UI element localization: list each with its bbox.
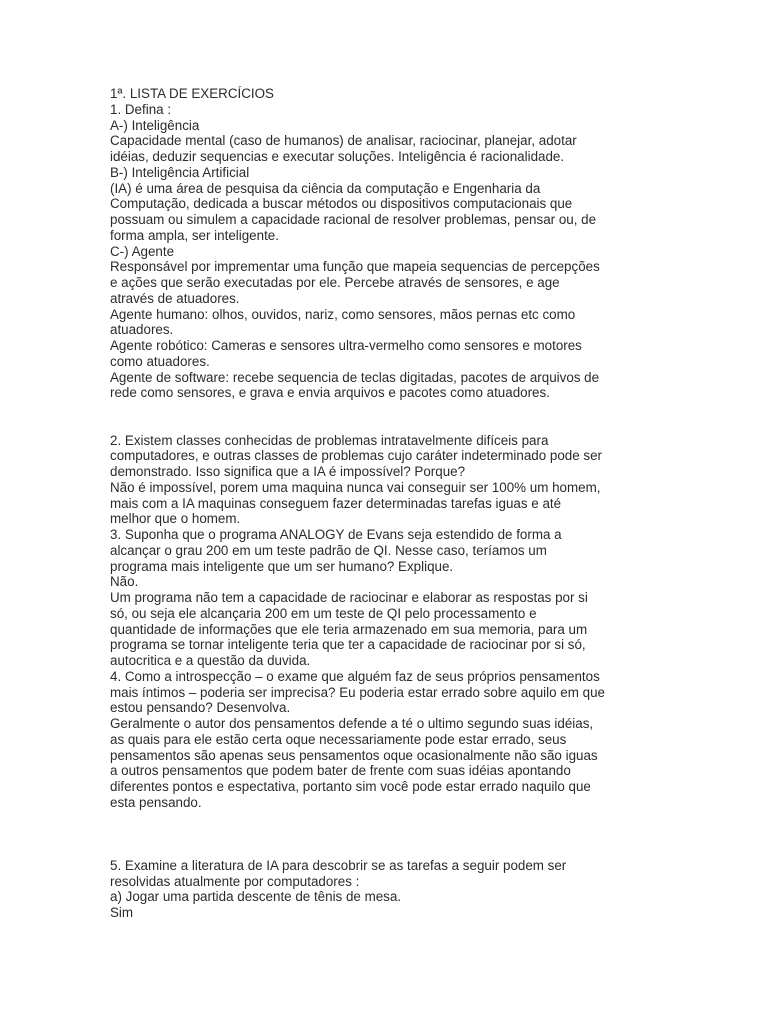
text-line: programa se tornar inteligente teria que ter a capacidade de raciocinar por si só, <box>110 637 586 653</box>
text-line: mais íntimos – poderia ser imprecisa? Eu poderia estar errado sobre aquilo em que <box>110 684 605 700</box>
text-line: atuadores. <box>110 322 174 338</box>
text-line: Sim <box>110 905 134 920</box>
text-line: melhor que o homem. <box>110 511 241 527</box>
text-line: demonstrado. Isso significa que a IA é impossível? Porque? <box>110 464 466 479</box>
text-line: C-) Agente <box>110 243 175 259</box>
text-line: quantidade de informações que ele teria armazenado em sua memoria, para um <box>110 621 588 637</box>
text-line: Agente de software: recebe sequencia de teclas digitadas, pacotes de arquivos de <box>110 369 600 385</box>
text-line: 3. Suponha que o programa ANALOGY de Evans seja estendido de forma a <box>110 527 562 542</box>
text-line: só, ou seja ele alcançaria 200 em um teste de QI pelo processamento e <box>110 605 537 621</box>
blank-line <box>110 826 665 842</box>
text-line: Capacidade mental (caso de humanos) de analisar, raciocinar, planejar, adotar <box>110 133 577 149</box>
text-line: Responsável por imprementar uma função que mapeia sequencias de percepções <box>110 259 600 275</box>
text-line: 1ª. LISTA DE EXERCÍCIOS <box>110 86 274 101</box>
text-line: e ações que serão executadas por ele. Percebe através de sensores, e age <box>110 275 560 290</box>
text-line: possuam ou simulem a capacidade racional de resolver problemas, pensar ou, de <box>110 212 597 227</box>
text-line: Agente robótico: Cameras e sensores ultra-vermelho como sensores e motores <box>110 338 582 353</box>
text-line: a outros pensamentos que podem bater de frente com suas idéias apontando <box>110 763 571 779</box>
text-line: pensamentos são apenas seus pensamentos oque ocasionalmente não são iguas <box>110 747 598 763</box>
text-line: Não. <box>110 574 139 590</box>
text-line: através de atuadores. <box>110 290 240 306</box>
text-line: Um programa não tem a capacidade de raciocinar e elaborar as respostas por si <box>110 590 588 605</box>
text-line: as quais para ele estão certa oque necessariamente pode estar errado, seus <box>110 731 567 747</box>
text-line: autocritica e a questão da duvida. <box>110 653 311 668</box>
text-line: 1. Defina : <box>110 101 172 117</box>
text-line: Agente humano: olhos, ouvidos, nariz, como sensores, mãos pernas etc como <box>110 306 576 322</box>
text-line: programa mais inteligente que um ser humano? Explique. <box>110 558 454 574</box>
text-line: resolvidas atualmente por computadores : <box>110 873 360 889</box>
document-body <box>110 86 665 921</box>
text-line: B-) Inteligência Artificial <box>110 164 250 180</box>
text-line: 5. Examine a literatura de IA para descobrir se as tarefas a seguir podem ser <box>110 857 567 873</box>
blank-line <box>110 401 665 417</box>
text-line: idéias, deduzir sequencias e executar soluções. Inteligência é racionalidade. <box>110 149 565 164</box>
text-line: como atuadores. <box>110 353 210 369</box>
text-line: a) Jogar uma partida descente de tênis de mesa. <box>110 889 402 905</box>
text-line: computadores, e outras classes de problemas cujo caráter indeterminado pode ser <box>110 448 603 464</box>
text-line: (IA) é uma área de pesquisa da ciência da computação e Engenharia da <box>110 180 541 196</box>
text-line: estou pensando? Desenvolva. <box>110 700 291 716</box>
text-line: 2. Existem classes conhecidas de problemas intratavelmente difíceis para <box>110 432 549 448</box>
text-line: A-) Inteligência <box>110 117 200 133</box>
blank-line <box>110 811 665 827</box>
text-line: esta pensando. <box>110 794 202 810</box>
text-line: forma ampla, ser inteligente. <box>110 227 279 243</box>
text-line: Computação, dedicada a buscar métodos ou dispositivos computacionais que <box>110 196 573 212</box>
text-line: alcançar o grau 200 em um teste padrão de QI. Nesse caso, teríamos um <box>110 542 547 558</box>
text-line: mais com a IA maquinas conseguem fazer determinadas tarefas iguas e até <box>110 495 562 511</box>
blank-line <box>110 842 665 858</box>
text-line: rede como sensores, e grava e envia arquivos e pacotes como atuadores. <box>110 385 550 401</box>
blank-line <box>110 417 665 433</box>
text-line: Geralmente o autor dos pensamentos defende a té o ultimo segundo suas idéias, <box>110 716 594 731</box>
text-line: 4. Como a introspecção – o exame que alguém faz de seus próprios pensamentos <box>110 668 600 684</box>
text-line: diferentes pontos e espectativa, portanto sim você pode estar errado naquilo que <box>110 779 591 794</box>
text-line: Não é impossível, porem uma maquina nunca vai conseguir ser 100% um homem, <box>110 479 601 495</box>
